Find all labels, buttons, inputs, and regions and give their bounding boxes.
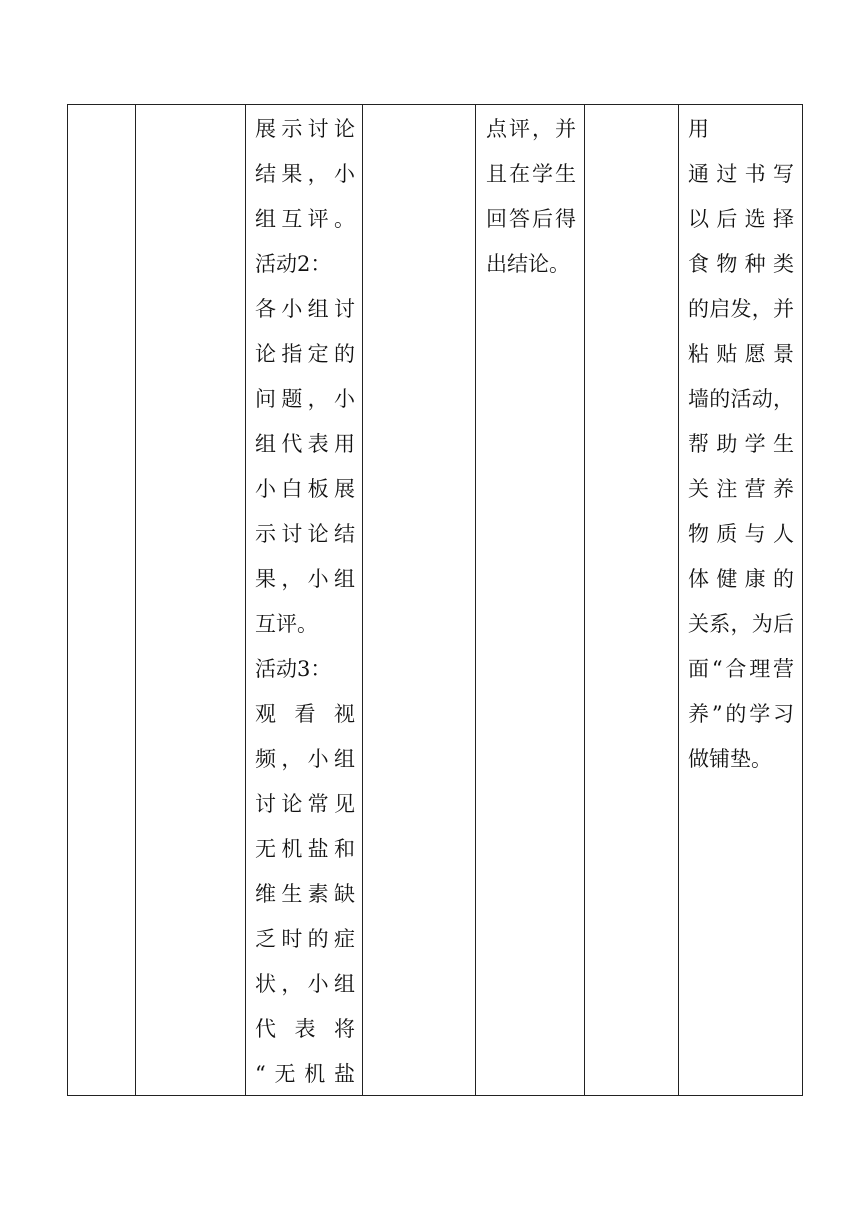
- text-line: 观 看 视: [255, 702, 355, 726]
- text-line: 点 评 ， 并: [486, 117, 576, 141]
- text-line: 以 后 选 择: [688, 207, 794, 231]
- text-line: 乏 时 的 症: [255, 927, 355, 951]
- text-line: 展 示 讨 论: [255, 117, 355, 141]
- text-line: 关 系 ， 为 后: [688, 612, 794, 636]
- text-line: 代 表 将: [255, 1017, 355, 1041]
- column-divider: [475, 105, 476, 1095]
- text-line: 且 在 学 生: [486, 162, 576, 186]
- teacher-activity-cell: [486, 105, 578, 1095]
- text-line: “ 无 机 盐: [255, 1062, 355, 1086]
- text-line: 组 代 表 用: [255, 432, 355, 456]
- text-line: 结 果 ， 小: [255, 162, 355, 186]
- text-line: 各 小 组 讨: [255, 297, 355, 321]
- text-line: 养 ” 的 学 习: [688, 702, 794, 726]
- design-intent-cell: [688, 105, 796, 1095]
- text-line: 组 互 评 。: [255, 207, 355, 231]
- text-line: 粘 贴 愿 景: [688, 342, 794, 366]
- text-line: 体 健 康 的: [688, 567, 794, 591]
- text-line: 做铺垫。: [688, 747, 772, 771]
- text-line: 无 机 盐 和: [255, 837, 355, 861]
- text-line: 状 ， 小 组: [255, 972, 355, 996]
- text-line: 墙 的 活 动 ，: [688, 387, 794, 411]
- text-line: 频 ， 小 组: [255, 747, 355, 771]
- text-line: 论 指 定 的: [255, 342, 355, 366]
- column-divider: [678, 105, 679, 1095]
- text-line: 活动2：: [255, 252, 332, 276]
- column-6-cell: [584, 105, 678, 1095]
- text-line: 关 注 营 养: [688, 477, 794, 501]
- text-line: 物 质 与 人: [688, 522, 794, 546]
- column-4-cell: [362, 105, 475, 1095]
- text-line: 回 答 后 得: [486, 207, 576, 231]
- student-activity-cell: [255, 105, 355, 1095]
- column-1-cell: [68, 105, 135, 1095]
- text-line: 互评。: [255, 612, 318, 636]
- text-line: 维 生 素 缺: [255, 882, 355, 906]
- text-line: 用: [688, 117, 709, 141]
- text-line: 果 ， 小 组: [255, 567, 355, 591]
- text-line: 通 过 书 写: [688, 162, 794, 186]
- text-line: 问 题 ， 小: [255, 387, 355, 411]
- text-line: 食 物 种 类: [688, 252, 794, 276]
- text-line: 活动3：: [255, 657, 332, 681]
- text-line: 小 白 板 展: [255, 477, 355, 501]
- column-2-cell: [135, 105, 245, 1095]
- text-line: 讨 论 常 见: [255, 792, 355, 816]
- text-line: 的 启 发 ， 并: [688, 297, 794, 321]
- lesson-plan-table: [67, 104, 803, 1096]
- text-line: 面 “ 合 理 营: [688, 657, 794, 681]
- text-line: 示 讨 论 结: [255, 522, 355, 546]
- text-line: 帮 助 学 生: [688, 432, 794, 456]
- text-line: 出结论。: [486, 252, 570, 276]
- column-divider: [245, 105, 246, 1095]
